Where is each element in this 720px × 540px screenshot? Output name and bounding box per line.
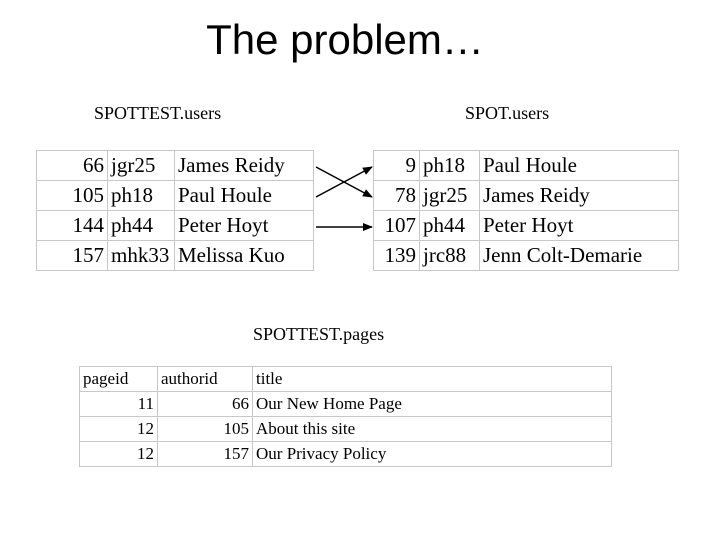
user-id-cell: 105 [37,181,108,211]
user-name-cell: Paul Houle [480,151,679,181]
pageid-cell: 12 [80,417,158,442]
user-login-cell: mhk33 [108,241,175,271]
page-title-cell: About this site [253,417,612,442]
page-title-cell: Our Privacy Policy [253,442,612,467]
user-name-cell: Peter Hoyt [480,211,679,241]
user-id-cell: 144 [37,211,108,241]
user-name-cell: Peter Hoyt [175,211,314,241]
user-id-cell: 107 [374,211,420,241]
user-id-cell: 9 [374,151,420,181]
user-name-cell: James Reidy [175,151,314,181]
user-login-cell: ph44 [108,211,175,241]
user-login-cell: jrc88 [420,241,480,271]
pageid-cell: 12 [80,442,158,467]
user-login-cell: ph18 [108,181,175,211]
authorid-cell: 157 [158,442,253,467]
page-title-cell: Our New Home Page [253,392,612,417]
user-id-cell: 157 [37,241,108,271]
column-header-authorid: authorid [158,367,253,392]
user-id-cell: 78 [374,181,420,211]
spottest-users-caption: SPOTTEST.users [94,103,222,123]
column-header-title: title [253,367,612,392]
column-header-pageid: pageid [80,367,158,392]
pageid-cell: 11 [80,392,158,417]
user-name-cell: Melissa Kuo [175,241,314,271]
spottest-pages-table [79,366,612,467]
user-login-cell: jgr25 [108,151,175,181]
slide-title: The problem… [206,16,484,63]
user-name-cell: Paul Houle [175,181,314,211]
table-row [80,442,612,467]
user-name-cell: Jenn Colt-Demarie [480,241,679,271]
spottest-pages-caption: SPOTTEST.pages [253,324,385,344]
user-login-cell: ph18 [420,151,480,181]
table-row [80,417,612,442]
user-id-cell: 66 [37,151,108,181]
authorid-cell: 105 [158,417,253,442]
user-id-cell: 139 [374,241,420,271]
table-header-row [80,367,612,392]
user-login-cell: ph44 [420,211,480,241]
spot-users-caption: SPOT.users [465,103,550,123]
authorid-cell: 66 [158,392,253,417]
user-login-cell: jgr25 [420,181,480,211]
table-row [80,392,612,417]
user-name-cell: James Reidy [480,181,679,211]
